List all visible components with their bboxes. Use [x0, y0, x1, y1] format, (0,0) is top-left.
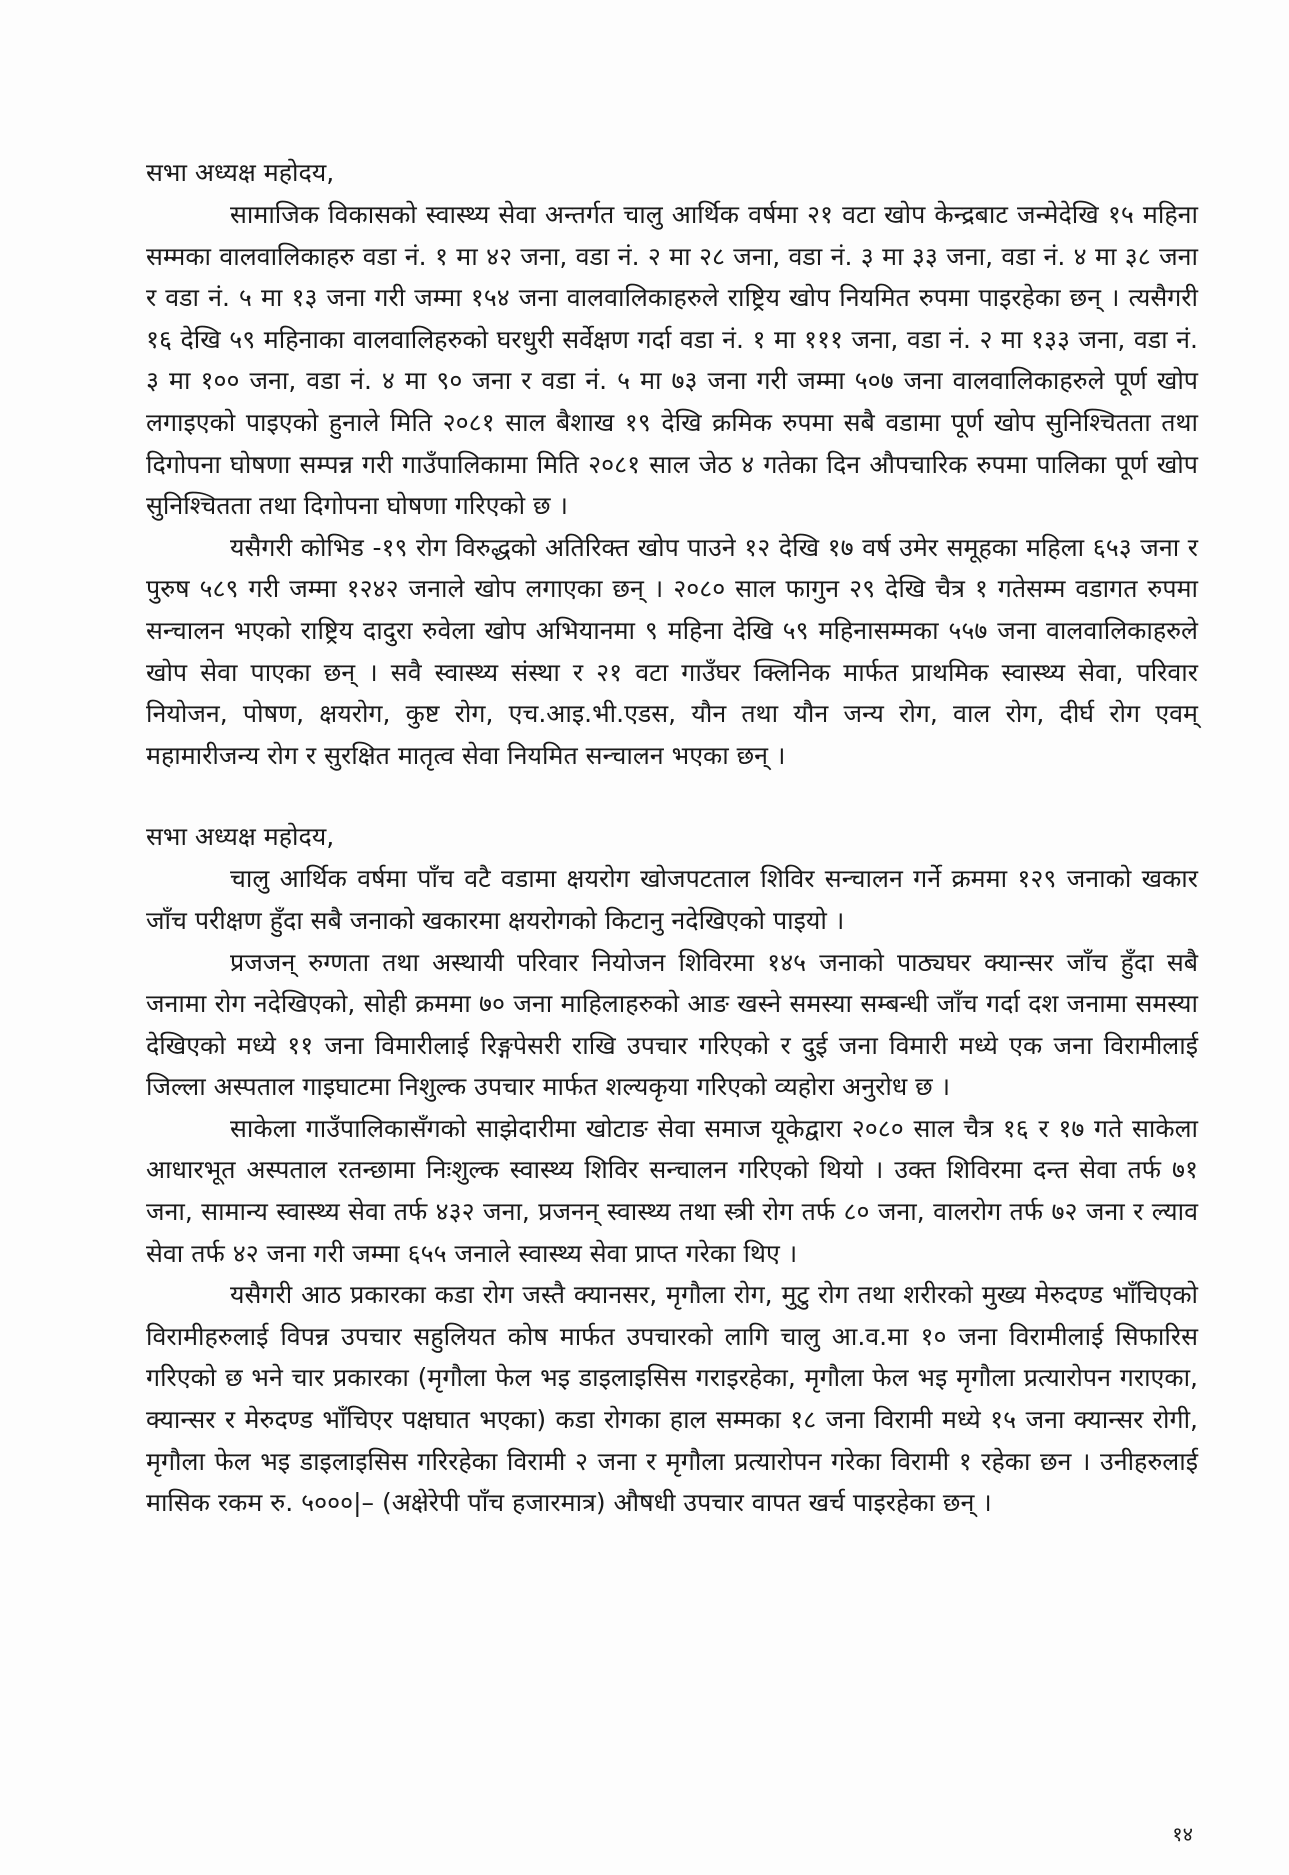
paragraph-health-camp: साकेला गाउँपालिकासँगको साझेदारीमा खोटाङ सेवा समाज यूकेद्वारा २०८० साल चैत्र १६ र १७ गते साकेला आधारभूत अस्पताल रतन्छामा निःशुल्क स्वास्थ्य शिविर सन्चालन गरिएको थियो । उक्त शिविरमा दन्त सेवा तर्फ ७१ जना, सामान्य स्वास्थ्य सेवा तर्फ ४३२ जना, प्रजनन् स्वास्थ्य तथा स्त्री रोग तर्फ ८० जना, वालरोग तर्फ ७२ जना र ल्याव सेवा तर्फ ४२ जना गरी जम्मा ६५५ जनाले स्वास्थ्य सेवा प्राप्त गरेका थिए । — [146, 1113, 1198, 1268]
salutation: सभा अध्यक्ष महोदय, — [146, 822, 335, 852]
paragraph-critical-illness: यसैगरी आठ प्रकारका कडा रोग जस्तै क्यानसर, मृगौला रोग, मुटु रोग तथा शरीरको मुख्य मेरुदण्ड भाँचिएको विरामीहरुलाई विपन्न उपचार सहुलियत कोष मार्फत उपचारको लागि चालु आ.व.मा १० जना विरामीलाई सिफारिस गरिएको छ भने चार प्रकारका (मृगौला फेल भइ डाइलाइसिस गराइरहेका, मृगौला फेल भइ मृगौला प्रत्यारोपन गराएका, क्यान्सर र मेरुदण्ड भाँचिएर पक्षघात भएका) कडा रोगका हाल सम्मका १८ जना विरामी मध्ये १५ जना क्यान्सर रोगी, मृगौला फेल भइ डाइलाइसिस गरिरहेका विरामी २ जना र मृगौला प्रत्यारोपन गरेका विरामी १ रहेका छन । उनीहरुलाई मासिक रकम रु. ५०००|– (अक्षेरेपी पाँच हजारमात्र) औषधी उपचार वापत खर्च पाइरहेका छन् । — [146, 1280, 1198, 1518]
paragraph-reproductive-camp: प्रजजन् रुग्णता तथा अस्थायी परिवार नियोजन शिविरमा १४५ जनाको पाठ्यघर क्यान्सर जाँच हुँदा सबै जनामा रोग नदेखिएको, सोही क्रममा ७० जना माहिलाहरुको आङ खस्ने समस्या सम्बन्धी जाँच गर्दा दश जनामा समस्या देखिएको मध्ये ११ जना विमारीलाई रिङ्गपेसरी राखि उपचार गरिएको र दुई जना विमारी मध्ये एक जना विरामीलाई जिल्ला अस्पताल गाइघाटमा निशुल्क उपचार मार्फत शल्यकृया गरिएको व्यहोरा अनुरोध छ । — [146, 947, 1198, 1102]
paragraph-immunization: सामाजिक विकासको स्वास्थ्य सेवा अन्तर्गत चालु आर्थिक वर्षमा २१ वटा खोप केन्द्रबाट जन्मेदेखि १५ महिना सम्मका वालवालिकाहरु वडा नं. १ मा ४२ जना, वडा नं. २ मा २८ जना, वडा नं. ३ मा ३३ जना, वडा नं. ४ मा ३८ जना र वडा नं. ५ मा १३ जना गरी जम्मा १५४ जना वालवालिकाहरुले राष्ट्रिय खोप नियमित रुपमा पाइरहेका छन् । त्यसैगरी १६ देखि ५९ महिनाका वालवालिहरुको घरधुरी सर्वेक्षण गर्दा वडा नं. १ मा १११ जना, वडा नं. २ मा १३३ जना, वडा नं. ३ मा १०० जना, वडा नं. ४ मा ९० जना र वडा नं. ५ मा ७३ जना गरी जम्मा ५०७ जना वालवालिकाहरुले पूर्ण खोप लगाइएको पाइएको हुनाले मिति २०८१ साल बैशाख १९ देखि क्रमिक रुपमा सबै वडामा पूर्ण खोप सुनिश्चितता तथा दिगोपना घोषणा सम्पन्न गरी गाउँपालिकामा मिति २०८१ साल जेठ ४ गतेका दिन औपचारिक रुपमा पालिका पूर्ण खोप सुनिश्चितता तथा दिगोपना घोषणा गरिएको छ । — [146, 200, 1198, 521]
salutation: सभा अध्यक्ष महोदय, — [146, 158, 335, 187]
paragraph-tb-camp: चालु आर्थिक वर्षमा पाँच वटै वडामा क्षयरोग खोजपटताल शिविर सन्चालन गर्ने क्रममा १२९ जनाको खकार जाँच परीक्षण हुँदा सबै जनाको खकारमा क्षयरोगको किटानु नदेखिएको पाइयो । — [146, 864, 1198, 935]
section-spacer — [146, 776, 1198, 816]
document-body — [146, 152, 1198, 1524]
page-number: १४ — [1172, 1822, 1193, 1846]
paragraph-covid-measles: यसैगरी कोभिड -१९ रोग विरुद्धको अतिरिक्त खोप पाउने १२ देखि १७ वर्ष उमेर समूहका महिला ६५३ जना र पुरुष ५८९ गरी जम्मा १२४२ जनाले खोप लगाएका छन् । २०८० साल फागुन २९ देखि चैत्र १ गतेसम्म वडागत रुपमा सन्चालन भएको राष्ट्रिय दादुरा रुवेला खोप अभियानमा ९ महिना देखि ५९ महिनासम्मका ५५७ जना वालवालिकाहरुले खोप सेवा पाएका छन् । सवै स्वास्थ्य संस्था र २१ वटा गाउँघर क्लिनिक मार्फत प्राथमिक स्वास्थ्य सेवा, परिवार नियोजन, पोषण, क्षयरोग, कुष्ट रोग, एच.आइ.भी.एडस, यौन तथा यौन जन्य रोग, वाल रोग, दीर्घ रोग एवम् महामारीजन्य रोग र सुरक्षित मातृत्व सेवा नियमित सन्चालन भएका छन् । — [146, 532, 1198, 770]
